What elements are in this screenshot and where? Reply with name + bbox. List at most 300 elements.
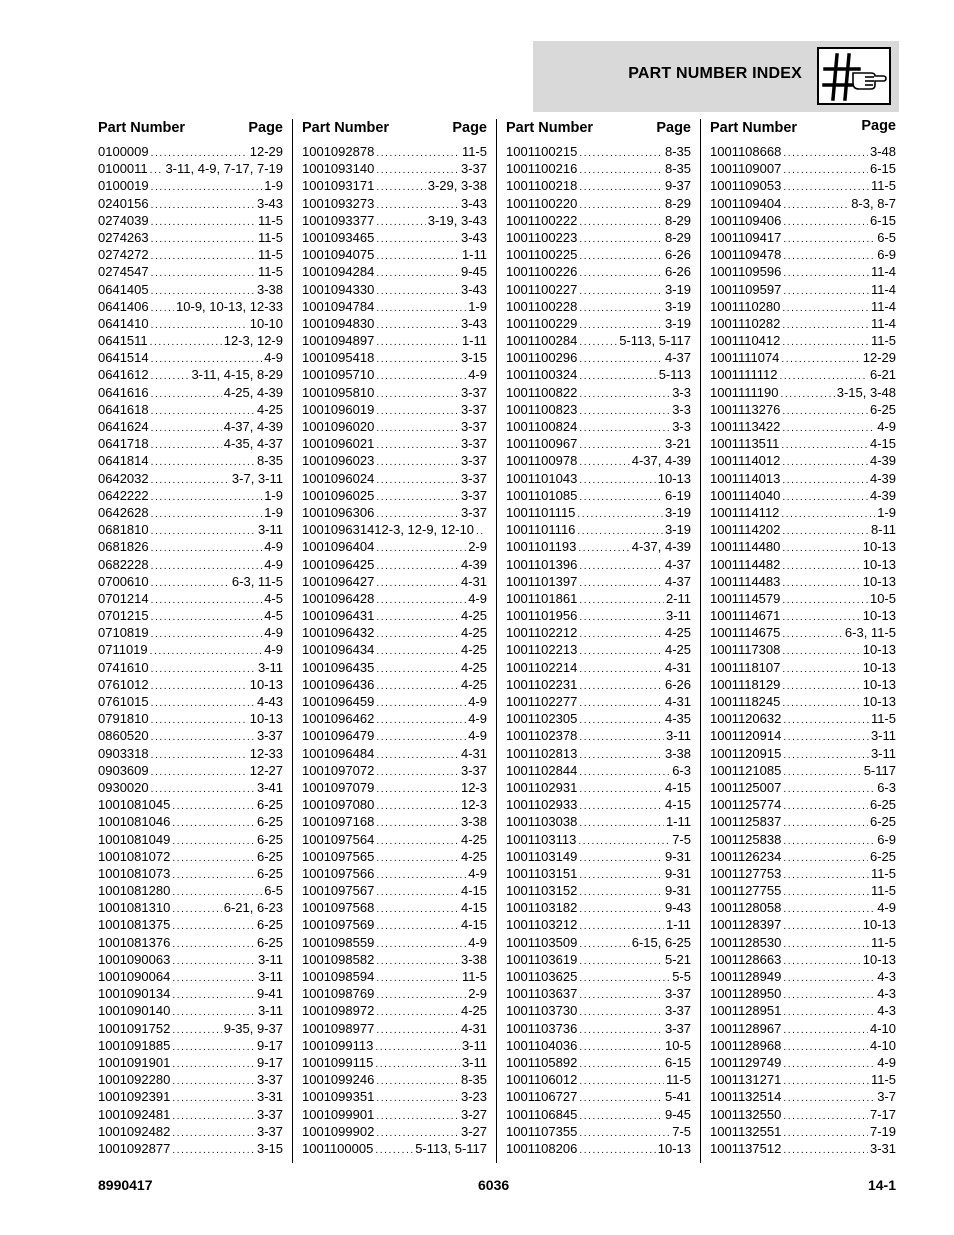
page-reference: 4-25: [460, 1003, 487, 1019]
index-entry: [302, 384, 487, 401]
page-reference: 3-31: [256, 1089, 283, 1105]
part-number: 1001092280: [98, 1072, 171, 1088]
part-number: 1001120915: [710, 745, 782, 761]
page-reference: 6-25: [256, 865, 283, 881]
page-reference: 1-11: [665, 814, 691, 830]
page-reference: 3-31: [869, 1140, 896, 1156]
part-number: 0641718: [98, 436, 149, 452]
index-entry: [710, 263, 896, 280]
part-number: 1001102844: [506, 762, 578, 778]
part-number: 100109631412-3, 12-9, 12-10: [302, 522, 475, 538]
page-reference: 6-26: [664, 264, 691, 280]
part-number: 1001098972: [302, 1003, 375, 1019]
part-number: 1001093140: [302, 161, 375, 177]
index-entry: [302, 968, 487, 985]
part-number: 1001102277: [506, 694, 578, 709]
index-entry: [710, 710, 896, 727]
part-number: 1001114013: [710, 470, 781, 486]
index-entry: [98, 1002, 283, 1019]
part-number: 1001102231: [506, 676, 578, 692]
part-number: 1001103182: [506, 900, 578, 916]
page-reference: 6-25: [869, 848, 896, 864]
part-number: 1001101043: [506, 470, 578, 486]
part-number: 1001081045: [98, 797, 171, 813]
index-entry: [710, 1106, 896, 1123]
index-entry: [302, 1140, 487, 1157]
part-number: 0274272: [98, 247, 149, 263]
index-column-4: [710, 119, 896, 1157]
page-reference: 3-43: [460, 229, 487, 245]
part-number: 0641410: [98, 315, 149, 331]
index-entry: [98, 504, 283, 521]
index-entry: [506, 899, 691, 916]
part-number: 1001102931: [506, 779, 578, 795]
part-number: 1001096484: [302, 745, 375, 761]
part-number: 1001096436: [302, 676, 375, 692]
part-number: 0761015: [98, 694, 149, 709]
index-entry: [98, 1071, 283, 1088]
index-entry: [98, 177, 283, 194]
page-reference: 9-31: [664, 865, 691, 881]
part-number: 0641624: [98, 419, 149, 434]
index-banner: [533, 41, 899, 112]
index-entry: [302, 229, 487, 246]
index-entry: [302, 813, 487, 830]
page-reference: 9-35, 9-37: [223, 1020, 283, 1036]
part-number: 0761012: [98, 676, 149, 692]
part-number: 1001097567: [302, 883, 375, 899]
page-reference: 4-15: [869, 436, 896, 452]
part-number: 1001096435: [302, 659, 375, 675]
index-entry: [506, 212, 691, 229]
part-number: 1001125774: [710, 797, 782, 813]
page-reference: 8-29: [664, 229, 691, 245]
part-number: 1001096024: [302, 470, 375, 486]
part-number: 1001110280: [710, 298, 781, 314]
index-entry: [302, 160, 487, 177]
index-entry: [302, 177, 487, 194]
index-entry: [506, 1106, 691, 1123]
page-reference: 3-27: [460, 1106, 487, 1122]
page-reference: 11-5: [870, 711, 896, 727]
index-entry: [98, 452, 283, 469]
page-reference: 4-37: [664, 573, 691, 589]
part-number: 1001100824: [506, 419, 578, 434]
index-entry: [710, 435, 896, 452]
part-number: 1001125838: [710, 831, 782, 847]
index-entry: [302, 538, 487, 555]
index-entry: [98, 418, 283, 435]
index-entry: [302, 916, 487, 933]
page-reference: 3-37: [460, 504, 487, 520]
part-number: 0710819: [98, 625, 149, 641]
index-entry: [506, 796, 691, 813]
index-entry: [710, 298, 896, 315]
index-entry: [506, 349, 691, 366]
part-number: 1001114675: [710, 625, 781, 641]
page-reference: 11-5: [870, 1072, 896, 1088]
index-entry: [302, 212, 487, 229]
part-number: 1001099351: [302, 1089, 375, 1105]
part-number: 1001098594: [302, 969, 375, 984]
part-number: 1001131271: [710, 1072, 782, 1088]
index-entry: [710, 607, 896, 624]
index-entry: [506, 470, 691, 487]
index-entry: [506, 985, 691, 1002]
part-number: 1001103152: [506, 883, 578, 899]
index-entry: [302, 298, 487, 315]
index-entry: [710, 865, 896, 882]
index-entry: [302, 865, 487, 882]
index-entry: [98, 384, 283, 401]
page-reference: 11-4: [870, 281, 896, 297]
column-divider: [496, 119, 497, 1163]
part-number: 1001081376: [98, 934, 171, 950]
page-reference: 7-5: [672, 831, 691, 847]
page-reference: 4-37, 4-39: [631, 453, 691, 469]
part-number: 0641612: [98, 367, 149, 383]
column-divider: [700, 119, 701, 1163]
index-entry: [506, 435, 691, 452]
part-number: 1001096432: [302, 625, 375, 641]
page-reference: 3-11: [257, 969, 283, 984]
index-entry: [302, 727, 487, 744]
index-entry: [302, 195, 487, 212]
page-reference: 3-43: [460, 315, 487, 331]
page-reference: 10-13: [862, 573, 896, 589]
page-reference: 4-15: [460, 900, 487, 916]
page-reference: 6-26: [664, 247, 691, 263]
part-number: 1001132551: [710, 1123, 782, 1139]
page-reference: 3-37: [460, 436, 487, 452]
page-reference: 4-9: [468, 934, 487, 950]
page-reference: 11-5: [870, 865, 896, 881]
page-reference: 6-25: [256, 848, 283, 864]
page-reference: 6-9: [877, 831, 896, 847]
page-reference: 4-37, 4-39: [223, 419, 283, 434]
part-number: 1001101116: [506, 522, 576, 538]
index-entry: [506, 1002, 691, 1019]
part-number: 1001128530: [710, 934, 782, 950]
part-number: 1001127753: [710, 865, 782, 881]
index-entry: [98, 590, 283, 607]
page-reference: 10-5: [664, 1037, 691, 1053]
page-reference: 12-3: [460, 779, 487, 795]
page-reference: 3-19, 3-43: [427, 212, 487, 228]
page-reference: 10-9, 10-13, 12-33: [176, 298, 283, 314]
part-number: 1001109053: [710, 178, 782, 194]
part-number: 1001102213: [506, 642, 578, 658]
page-reference: 3-48: [869, 144, 896, 159]
page-reference: 4-10: [869, 1037, 896, 1053]
part-number: 1001092878: [302, 144, 375, 159]
page-reference: 3-37: [256, 1106, 283, 1122]
part-number: 1001093171: [302, 178, 375, 194]
page-reference: 6-21, 6-23: [223, 900, 283, 916]
page-reference: 3-3: [672, 419, 691, 434]
index-entry: [506, 762, 691, 779]
index-entry: [710, 796, 896, 813]
part-number: 1001094830: [302, 315, 375, 331]
page-reference: 3-15: [256, 1140, 283, 1156]
page-header: Page: [452, 120, 487, 136]
index-entry: [506, 521, 691, 538]
part-number: 1001114483: [710, 573, 781, 589]
part-number: 0641511: [98, 333, 148, 349]
page-reference: 10-13: [862, 556, 896, 572]
index-entry: [506, 452, 691, 469]
page-reference: 10-13: [862, 951, 896, 967]
page-reference: 3-11: [257, 951, 283, 967]
part-number: 1001093273: [302, 195, 375, 211]
part-number: 1001105892: [506, 1054, 578, 1070]
index-entry: [302, 556, 487, 573]
page-reference: 1-9: [264, 178, 283, 194]
page-reference: 3-11: [257, 1003, 283, 1019]
page-reference: 3-19: [664, 522, 691, 538]
part-number: 0701215: [98, 608, 149, 624]
index-entry: [302, 796, 487, 813]
index-entry: [98, 1106, 283, 1123]
part-number: 1001102813: [506, 745, 578, 761]
page-reference: 9-31: [664, 883, 691, 899]
index-entry: [302, 1071, 487, 1088]
part-number: 1001132550: [710, 1106, 782, 1122]
page-reference: 6-25: [256, 814, 283, 830]
part-number: 0642222: [98, 487, 149, 503]
part-number: 1001096462: [302, 711, 375, 727]
page-reference: 11-5: [870, 883, 896, 899]
index-entry: [302, 315, 487, 332]
index-entry: [506, 590, 691, 607]
page-reference: 4-9: [468, 711, 487, 727]
page-reference: 12-27: [249, 762, 283, 778]
part-number: 1001113511: [710, 436, 780, 452]
part-number: 1001113422: [710, 419, 781, 434]
part-number: 0642628: [98, 504, 149, 520]
part-number-header: Part Number: [710, 120, 798, 136]
page-reference: 3-19: [664, 504, 691, 520]
index-entry: [98, 831, 283, 848]
index-entry: [506, 418, 691, 435]
page-reference: 3-38: [460, 951, 487, 967]
index-entry: [302, 745, 487, 762]
page-reference: 4-39: [869, 470, 896, 486]
part-number: 0100019: [98, 178, 149, 194]
part-number: 1001114482: [710, 556, 781, 572]
part-number: 0791810: [98, 711, 149, 727]
page-reference: 3-11: [257, 659, 283, 675]
index-entry: [98, 470, 283, 487]
leader-dots: [579, 1140, 655, 1159]
page-reference: 12-3, 12-9: [223, 333, 283, 349]
page-reference: 6-25: [869, 401, 896, 417]
index-entry: [710, 556, 896, 573]
page-reference: 3-37: [460, 453, 487, 469]
index-entry: [710, 899, 896, 916]
part-number: 1001111074: [710, 350, 780, 366]
index-entry: [302, 762, 487, 779]
part-number: 1001100822: [506, 384, 578, 400]
page-reference: 4-31: [460, 745, 487, 761]
part-number: 1001128949: [710, 969, 782, 984]
part-number: 1001094784: [302, 298, 375, 314]
index-entry: [98, 1037, 283, 1054]
page-reference: 3-19: [664, 298, 691, 314]
part-number: 0701214: [98, 590, 149, 606]
index-rows: [302, 143, 487, 1157]
page-reference: 3-37: [256, 728, 283, 744]
page-reference: 11-4: [870, 298, 896, 314]
index-entry: [710, 160, 896, 177]
part-number: 1001107355: [506, 1123, 578, 1139]
page-reference: 8-35: [664, 144, 691, 159]
page-reference: 11-5: [461, 969, 487, 984]
page-reference: 8-29: [664, 212, 691, 228]
page-reference: 4-35: [664, 711, 691, 727]
index-entry: [506, 1054, 691, 1071]
part-number: 1001100216: [506, 161, 578, 177]
part-number: 1001100215: [506, 144, 578, 159]
part-number: 1001096431: [302, 608, 375, 624]
part-number: 0903609: [98, 762, 149, 778]
page-reference: 12-3: [460, 797, 487, 813]
index-entry: [506, 366, 691, 383]
index-entry: [506, 710, 691, 727]
part-number: 1001102212: [506, 625, 578, 641]
part-number: 0903318: [98, 745, 149, 761]
page-reference: 11-5: [665, 1072, 691, 1088]
part-number: 1001109007: [710, 161, 782, 177]
index-entry: [710, 693, 896, 710]
index-entry: [506, 246, 691, 263]
page-reference: 9-45: [460, 264, 487, 280]
index-entry: [302, 401, 487, 418]
page-reference: 10-13: [249, 711, 283, 727]
part-number-header: Part Number: [302, 120, 390, 136]
page-reference: 9-17: [256, 1054, 283, 1070]
part-number: 1001090140: [98, 1003, 171, 1019]
index-entry: [302, 934, 487, 951]
index-entry: [98, 263, 283, 280]
index-entry: [506, 229, 691, 246]
index-entry: [98, 1123, 283, 1140]
index-entry: [710, 1037, 896, 1054]
index-entry: [710, 1088, 896, 1105]
index-entry: [302, 143, 487, 160]
index-entry: [98, 1088, 283, 1105]
part-number: 1001097080: [302, 797, 375, 813]
page-reference: 4-9: [264, 350, 283, 366]
index-entry: [710, 1020, 896, 1037]
page-reference: 3-11: [665, 608, 691, 624]
part-number: 0642032: [98, 470, 149, 486]
index-entry: [506, 177, 691, 194]
page-reference: 1-9: [264, 504, 283, 520]
index-entry: [302, 246, 487, 263]
part-number: 0100009: [98, 144, 149, 159]
index-entry: [302, 349, 487, 366]
part-number: 1001100324: [506, 367, 578, 383]
index-entry: [98, 349, 283, 366]
part-number: 1001103625: [506, 969, 578, 984]
page-reference: 3-15: [460, 350, 487, 366]
page-reference: 6-9: [877, 247, 896, 263]
page-reference: 4-43: [256, 694, 283, 709]
part-number: 1001113276: [710, 401, 781, 417]
index-entry: [302, 882, 487, 899]
index-entry: [98, 951, 283, 968]
page-reference: 8-3, 8-7: [851, 195, 896, 211]
page-reference: 2-9: [468, 986, 487, 1002]
part-number: 0930020: [98, 779, 149, 795]
page-reference: 10-5: [869, 590, 896, 606]
index-entry: [98, 968, 283, 985]
index-entry: [710, 418, 896, 435]
index-entry: [98, 538, 283, 555]
part-number: 1001094284: [302, 264, 375, 280]
part-number: 1001099115: [302, 1054, 374, 1070]
part-number: 1001100225: [506, 247, 578, 263]
part-number: 1001092391: [98, 1089, 171, 1105]
index-entry: [710, 641, 896, 658]
page-reference: 3-3: [672, 384, 691, 400]
part-number: 1001137512: [710, 1140, 782, 1156]
index-entry: [506, 195, 691, 212]
page-reference: 3-11: [665, 728, 691, 744]
index-entry: [506, 659, 691, 676]
index-entry: [506, 693, 691, 710]
part-number: 1001098977: [302, 1020, 375, 1036]
column-header: [710, 119, 896, 139]
index-entry: [710, 573, 896, 590]
index-entry: [98, 796, 283, 813]
part-number: 1001096434: [302, 642, 375, 658]
part-number: 1001095418: [302, 350, 375, 366]
page-reference: 3-11: [257, 522, 283, 538]
column-divider: [292, 119, 293, 1163]
page-reference: 11-5: [257, 264, 283, 280]
part-number: 1001097566: [302, 865, 375, 881]
index-entry: [302, 452, 487, 469]
index-entry: [506, 1071, 691, 1088]
index-entry: [506, 916, 691, 933]
page-reference: 3-11: [870, 745, 896, 761]
part-number: 1001096427: [302, 573, 375, 589]
part-number: 1001121085: [710, 762, 782, 778]
part-number: 1001098559: [302, 934, 375, 950]
page-reference: 7-19: [869, 1123, 896, 1139]
index-entry: [98, 1020, 283, 1037]
part-number: 0274263: [98, 229, 149, 245]
part-number: 1001114040: [710, 487, 781, 503]
part-number: 0641616: [98, 384, 149, 400]
page-reference: 4-9: [877, 419, 896, 434]
part-number: 1001100967: [506, 436, 578, 452]
page-reference: 3-11: [461, 1037, 487, 1053]
page-reference: 10-13: [862, 608, 896, 624]
part-number: 1001090063: [98, 951, 171, 967]
part-number: 1001102378: [506, 728, 578, 744]
index-entry: [710, 968, 896, 985]
part-number: 1001100284: [506, 333, 578, 349]
index-entry: [302, 659, 487, 676]
index-entry: [506, 813, 691, 830]
page-reference: 9-41: [256, 986, 283, 1002]
part-number: 1001111112: [710, 367, 778, 383]
page-reference: 11-5: [257, 212, 283, 228]
index-entry: [506, 848, 691, 865]
